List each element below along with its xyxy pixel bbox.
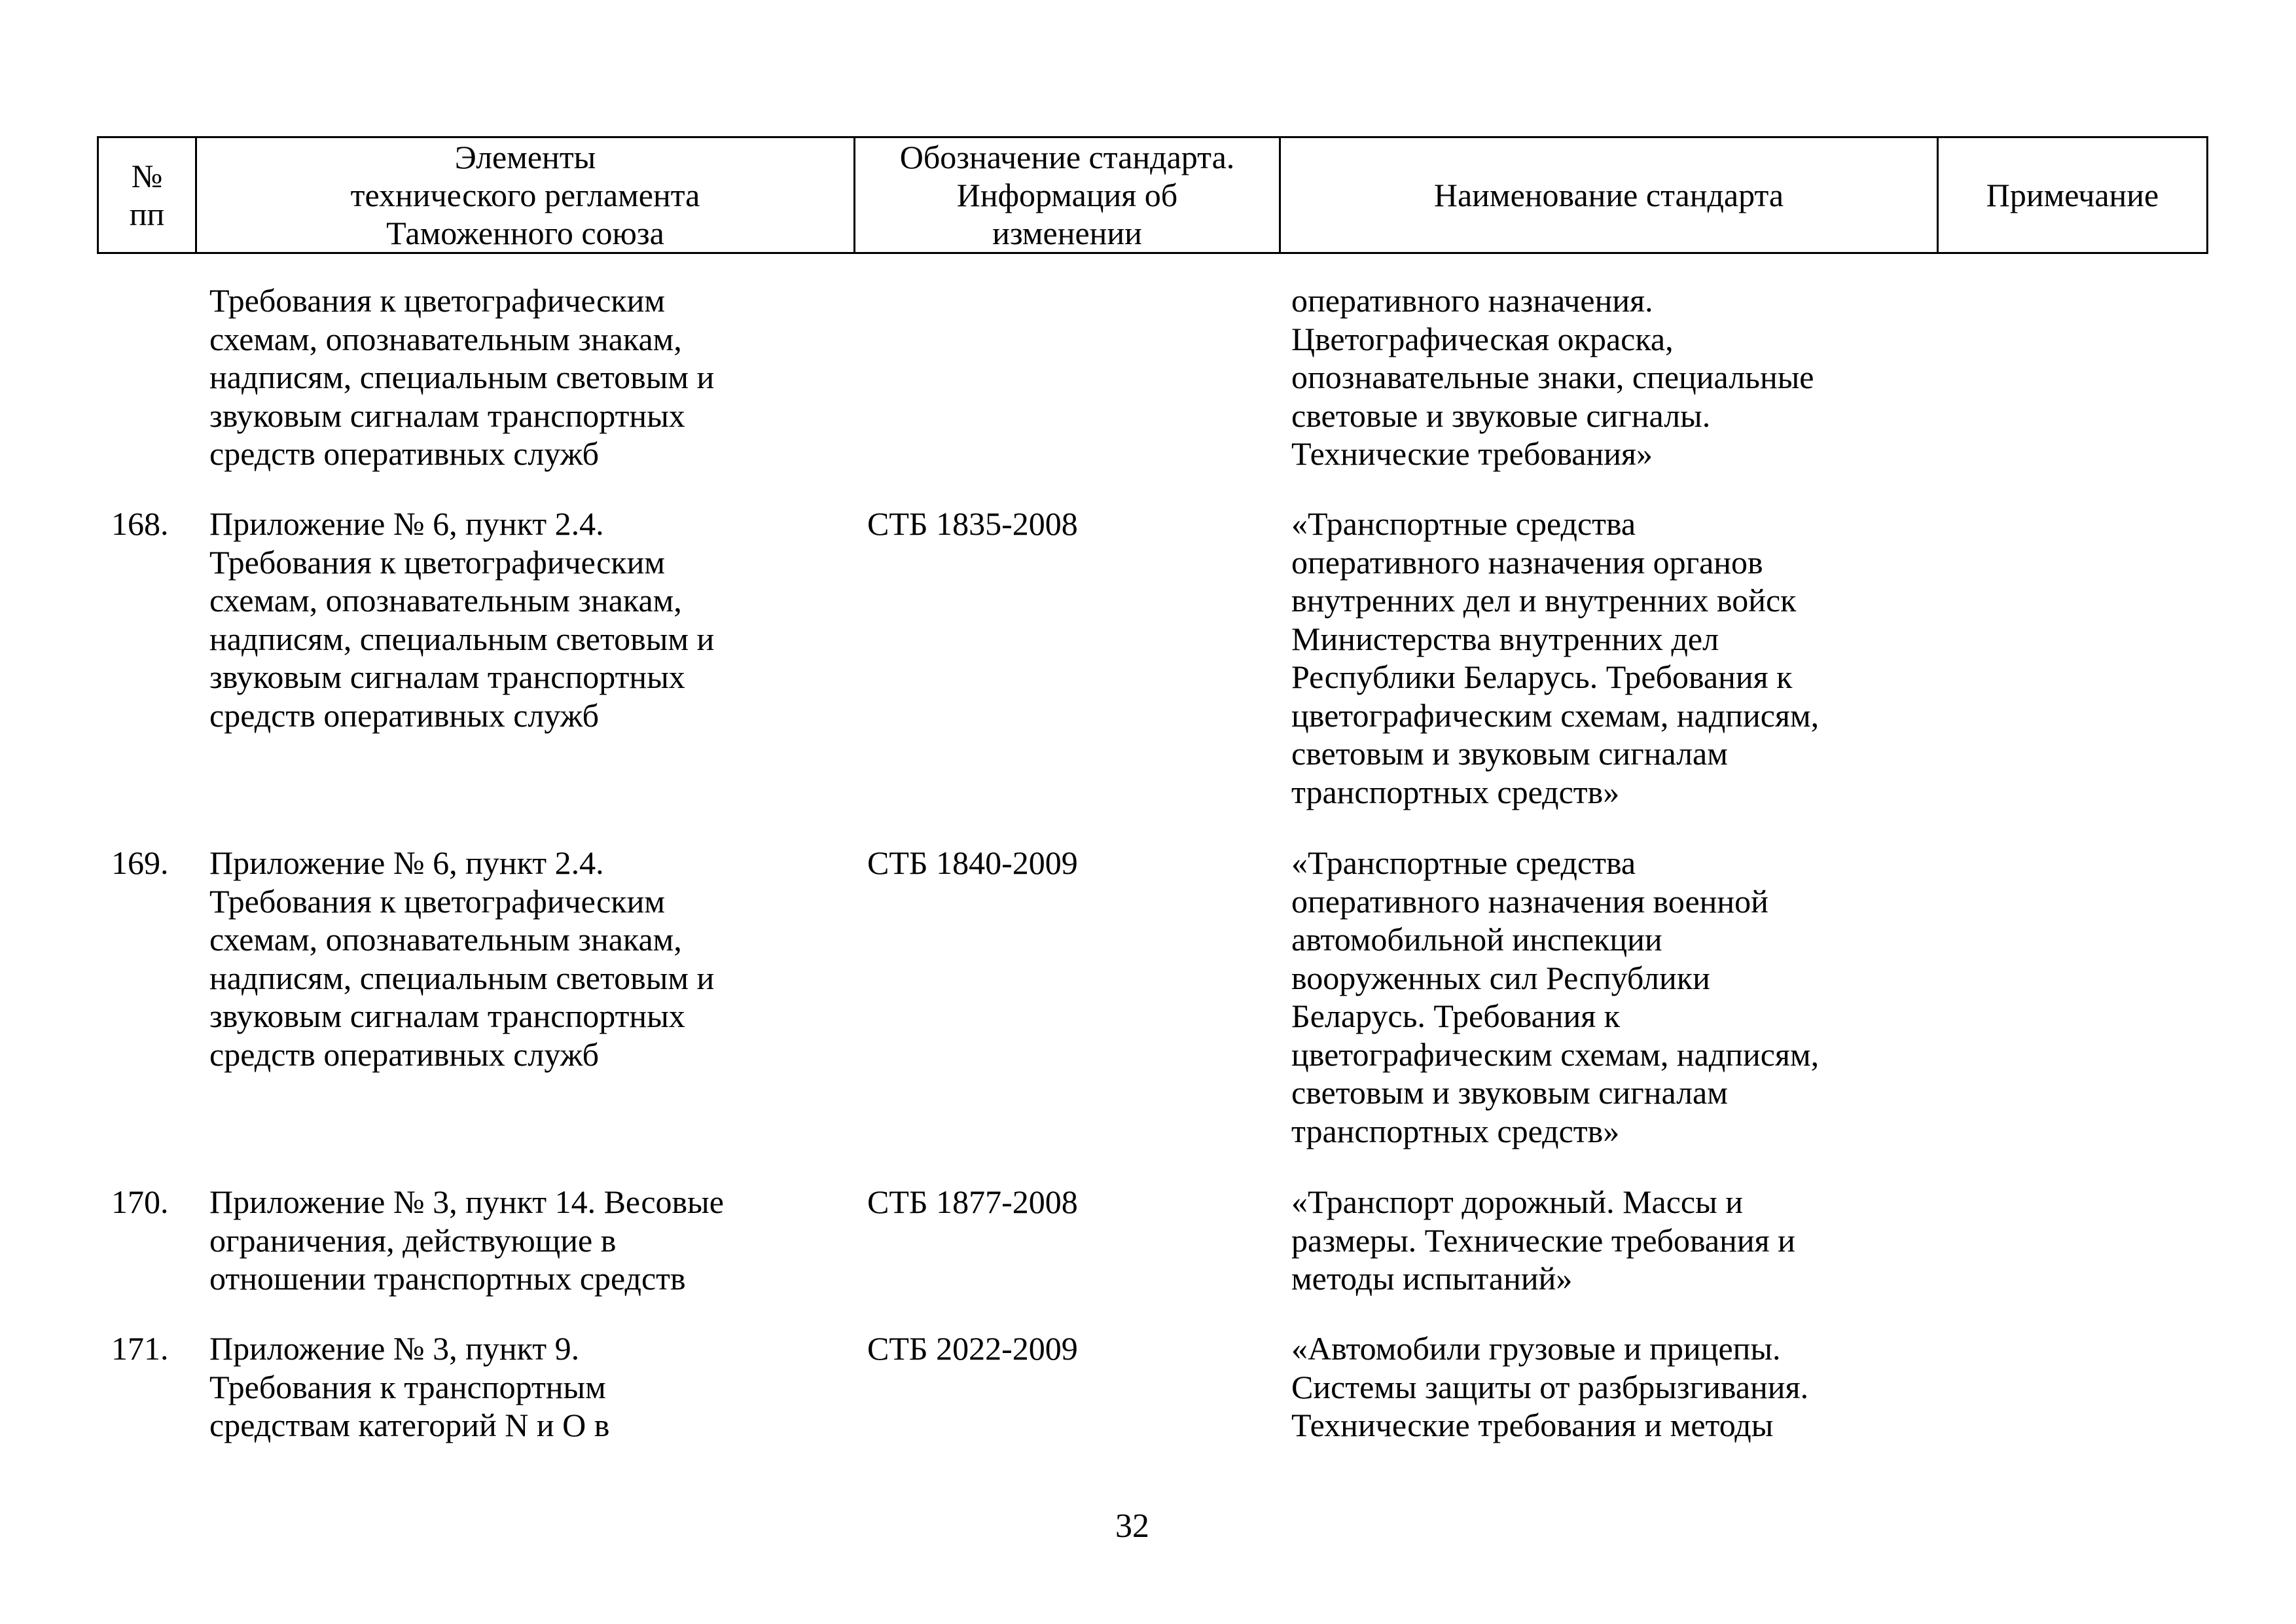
row-element: Приложение № 3, пункт 9. Требования к транспортным средствам категорий N и O в [209,1330,610,1443]
row-standard-code: СТБ 1840-2009 [867,844,1078,881]
row-element: Приложение № 6, пункт 2.4. Требования к цветографическим схемам, опознавательным знакам, надписям, специальным световым и звуковым сигналам транспортных средств оперативных служб [209,505,715,734]
row-number: 171. [111,1330,169,1367]
row-number: 168. [111,505,169,542]
header-designation-column: Обозначение стандарта. Информация об изменении [855,137,1280,253]
header-note-column: Примечание [1938,137,2208,253]
row-standard-name: «Автомобили грузовые и прицепы. Системы защиты от разбрызгивания. Технические требования и методы [1291,1330,1809,1443]
row-number: 169. [111,844,169,881]
row-standard-name: «Транспортные средства оперативного назначения органов внутренних дел и внутренних войск Министерства внутренних дел Республики Беларусь. Требования к цветографическим схемам, надписям, световым и звуковым сигналам транспортных средств» [1291,505,1820,810]
row-element: Приложение № 6, пункт 2.4. Требования к цветографическим схемам, опознавательным знакам, надписям, специальным световым и звуковым сигналам транспортных средств оперативных служб [209,844,715,1073]
header-number-column: № пп [98,137,196,253]
row-standard-code: СТБ 2022-2009 [867,1330,1078,1367]
row-number: 170. [111,1183,169,1220]
table-header [97,136,2208,254]
row-element: Требования к цветографическим схемам, опознавательным знакам, надписям, специальным световым и звуковым сигналам транспортных средств оперативных служб [209,282,715,472]
row-standard-name: «Транспорт дорожный. Массы и размеры. Технические требования и методы испытаний» [1291,1183,1795,1297]
header-standard-name-column: Наименование стандарта [1280,137,1938,253]
row-standard-code: СТБ 1877-2008 [867,1183,1078,1220]
page-number: 32 [1115,1507,1149,1545]
row-standard-name: оперативного назначения. Цветографическая окраска, опознавательные знаки, специальные световые и звуковые сигналы. Технические требования» [1291,282,1814,472]
row-standard-code: СТБ 1835-2008 [867,505,1078,542]
row-standard-name: «Транспортные средства оперативного назначения военной автомобильной инспекции вооруженных сил Республики Беларусь. Требования к цветографическим схемам, надписям, световым и звуковым сигналам транспортных средств» [1291,844,1820,1149]
header-elements-column: Элементы технического регламента Таможенного союза [196,137,855,253]
row-element: Приложение № 3, пункт 14. Весовые ограничения, действующие в отношении транспортных средств [209,1183,724,1297]
